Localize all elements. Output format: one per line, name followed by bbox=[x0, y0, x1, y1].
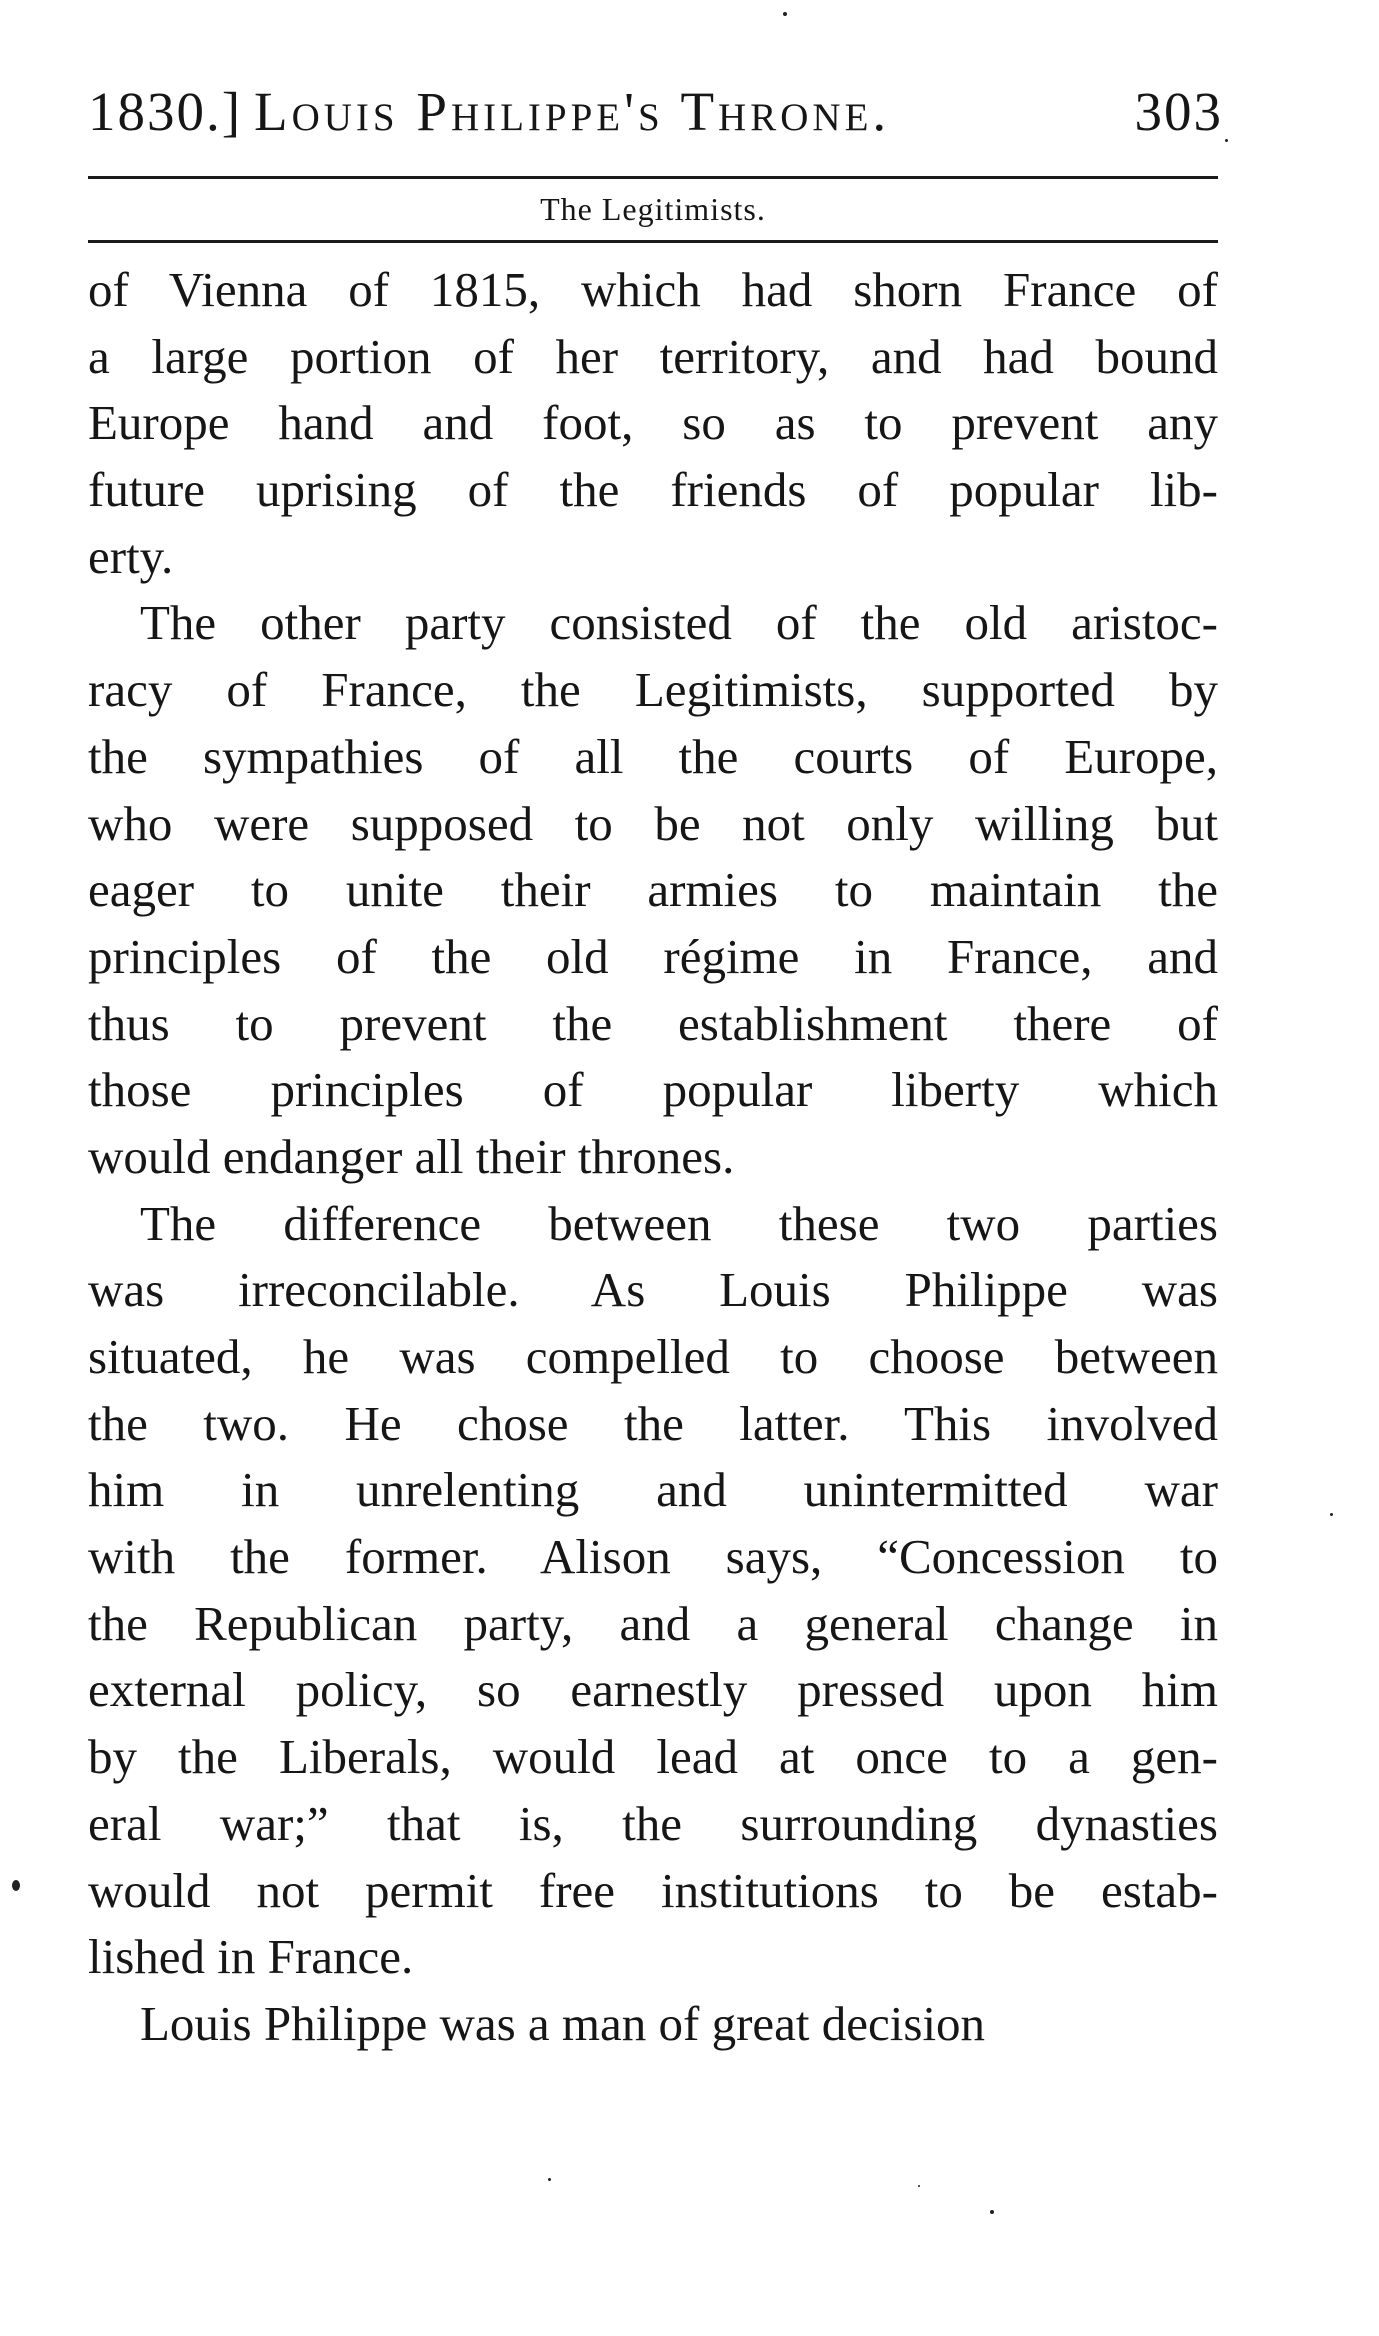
header-title: Louis Philippe's Throne. bbox=[254, 81, 891, 142]
text-line: external policy, so earnestly pressed upon him bbox=[88, 1662, 1218, 1718]
text-line: with the former. Alison says, “Concession to bbox=[88, 1529, 1218, 1585]
text-line: a large portion of her territory, and had bound bbox=[88, 328, 1218, 384]
text-line: the two. He chose the latter. This involved bbox=[88, 1395, 1218, 1451]
text-line: those principles of popular liberty which bbox=[88, 1062, 1218, 1118]
text-line: the sympathies of all the courts of Europe, bbox=[88, 728, 1218, 784]
header-rule-top bbox=[88, 176, 1218, 179]
paragraph-start-line: The other party consisted of the old aristoc- bbox=[140, 595, 1218, 651]
page-number: 303 bbox=[1134, 81, 1223, 142]
scan-speck bbox=[548, 2178, 551, 2181]
text-line: was irreconcilable. As Louis Philippe was bbox=[88, 1262, 1218, 1318]
scan-speck bbox=[12, 1880, 20, 1891]
text-line: racy of France, the Legitimists, supported by bbox=[88, 662, 1218, 718]
body-text bbox=[88, 257, 1218, 2058]
scan-speck bbox=[1330, 1513, 1333, 1516]
text-line: principles of the old régime in France, and bbox=[88, 928, 1218, 984]
text-line: by the Liberals, would lead at once to a gen- bbox=[88, 1729, 1218, 1785]
header-year: 1830.] bbox=[88, 81, 243, 142]
section-subheading: The Legitimists. bbox=[540, 191, 766, 227]
text-line: the Republican party, and a general change in bbox=[88, 1595, 1218, 1651]
paragraph-start-line: The difference between these two parties bbox=[140, 1195, 1218, 1251]
text-line: thus to prevent the establishment there of bbox=[88, 995, 1218, 1051]
scan-speck bbox=[1225, 139, 1228, 142]
text-line: would endanger all their thrones. bbox=[88, 1128, 735, 1184]
text-line: situated, he was compelled to choose between bbox=[88, 1329, 1218, 1384]
text-line: him in unrelenting and unintermitted war bbox=[88, 1462, 1218, 1518]
paragraph-start-line: Louis Philippe was a man of great decision bbox=[140, 1995, 986, 2051]
running-head bbox=[88, 72, 1223, 152]
text-line: would not permit free institutions to be estab- bbox=[88, 1862, 1218, 1918]
text-line: future uprising of the friends of popular lib- bbox=[88, 462, 1218, 518]
text-line: lished in France. bbox=[88, 1929, 414, 1985]
text-line: Europe hand and foot, so as to prevent any bbox=[88, 395, 1218, 451]
text-line: eager to unite their armies to maintain the bbox=[88, 862, 1218, 918]
scan-speck bbox=[918, 2185, 920, 2187]
scan-speck bbox=[990, 2210, 994, 2214]
scan-speck bbox=[783, 12, 787, 16]
text-line: who were supposed to be not only willing but bbox=[88, 795, 1218, 851]
header-rule-bottom bbox=[88, 240, 1218, 243]
text-line: eral war;” that is, the surrounding dynasties bbox=[88, 1795, 1218, 1851]
text-line: erty. bbox=[88, 528, 174, 584]
text-line: of Vienna of 1815, which had shorn France of bbox=[88, 262, 1218, 317]
